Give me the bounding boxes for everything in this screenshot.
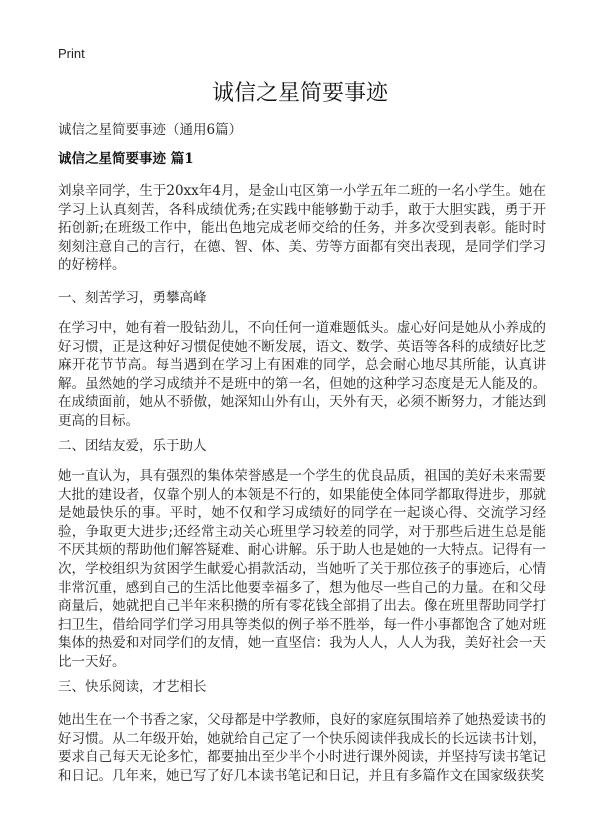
section-heading-helping: 二、团结友爱，乐于助人 [58, 438, 207, 454]
print-link[interactable]: Print [58, 46, 85, 61]
intro-paragraph: 刘泉辛同学，生于20xx年4月，是金山屯区第一小学五年二班的一名小学生。她在学习上认真刻苦，各科成绩优秀;在实践中能够勤于动手，敢于大胆实践，勇于开拓创新;在班级工作中，能出色地完成老师交给的任务，并多次受到表彰。能时时刻刻注意自己的言行，在德、智、体、美、劳等方面都有突出表现，是同学们学习的好榜样。 [58, 183, 546, 274]
page-title: 诚信之星简要事迹 [211, 81, 388, 106]
section-heading-study: 一、刻苦学习，勇攀高峰 [58, 290, 207, 306]
section-heading-reading: 三、快乐阅读，才艺相长 [58, 679, 207, 695]
section-paragraph-reading: 她出生在一个书香之家，父母都是中学教师，良好的家庭氛围培养了她热爱读书的好习惯。从二年级开始，她就给自己定了一个快乐阅读伴我成长的长远读书计划，要求自己每天无论多忙，都要抽出至少半个小时进行课外阅读，并坚持写读书笔记和日记。几年来，她已写了好几本读书笔记和日记，并且有多篇作文在国家级获奖 [58, 712, 546, 784]
section-paragraph-helping: 她一直认为，具有强烈的集体荣誉感是一个学生的优良品质，祖国的美好未来需要大批的建设者，仅靠个别人的本领是不行的，如果能使全体同学都取得进步，那就是她最快乐的事。平时，她不仅和学习成绩好的同学在一起谈心得、交流学习经验，争取更大进步;还经常主动关心班里学习较差的同学，对于那些后进生总是能不厌其烦的帮助他们解答疑难、耐心讲解。乐于助人也是她的一大特点。记得有一次，学校组织为贫困学生献爱心捐款活动，当她听了关于那位孩子的事迹后，心情非常沉重，感到自己的生活比他要幸福多了，想为他尽一些自己的力量。在和父母商量后，她就把自己半年来积攒的所有零花钱全部捐了出去。像在班里帮助同学打扫卫生，借给同学们学习用具等类似的例子举不胜举，每一件小事都饱含了她对班集体的热爱和对同学们的友情，她一直坚信：我为人人，人人为我，美好社会一天比一天好。 [58, 468, 546, 670]
article-heading: 诚信之星简要事迹 篇1 [58, 151, 194, 167]
document-subtitle: 诚信之星简要事迹（通用6篇） [58, 122, 243, 138]
section-paragraph-study: 在学习中，她有着一股钻劲儿，不向任何一道难题低头。虚心好问是她从小养成的好习惯，正是这种好习惯促使她不断发展，语文、数学、英语等各科的成绩好比芝麻开花节节高。每当遇到在学习上有困难的同学，总会耐心地尽其所能，认真讲解。虽然她的学习成绩并不是班中的第一名，但她的这种学习态度是无人能及的。在成绩面前，她从不骄傲，她深知山外有山，天外有天，必须不断努力，才能达到更高的目标。 [58, 320, 546, 429]
